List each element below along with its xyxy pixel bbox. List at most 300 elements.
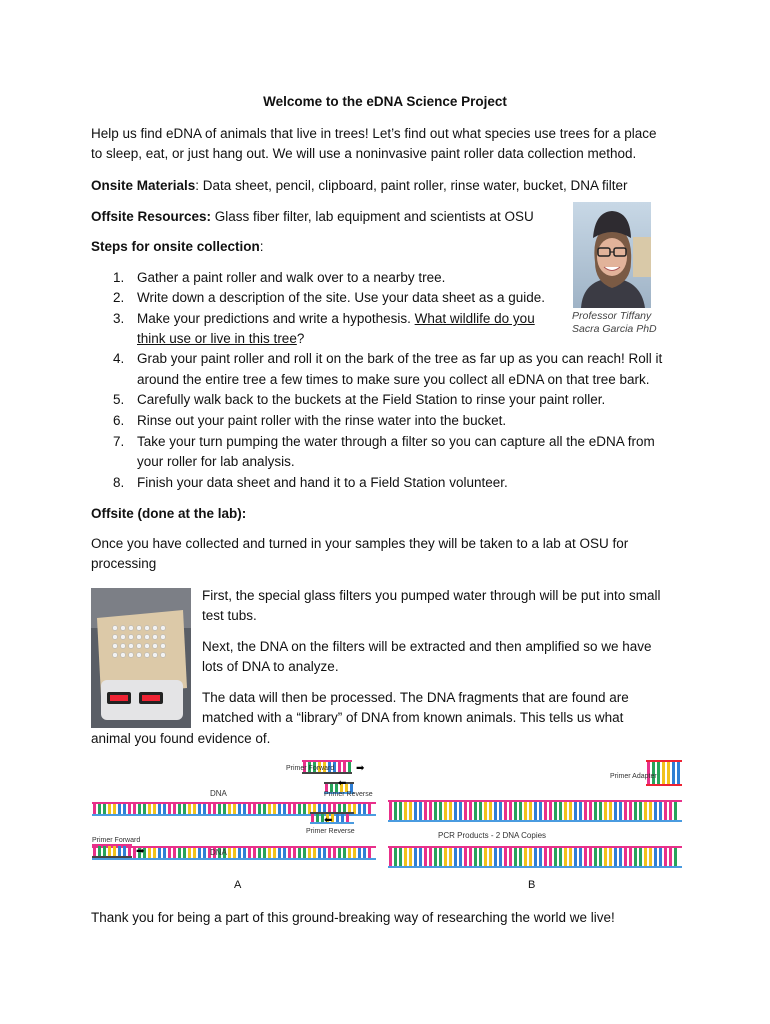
base-pair [103,846,106,856]
base-pair [311,814,314,822]
base-pair [148,848,151,858]
base-pair [654,848,657,866]
base-pair [579,848,582,866]
base-pair [599,802,602,820]
base-pair [263,848,266,858]
base-pair [113,804,116,814]
base-pair [308,848,311,858]
base-pair [662,762,665,784]
base-pair [409,848,412,866]
base-pair [624,848,627,866]
base-pair [316,814,319,822]
label-dna-top: DNA [210,789,227,798]
base-pair [98,846,101,856]
base-pair [248,804,251,814]
base-pair [549,848,552,866]
step-number: 5. [113,392,125,407]
base-pair [509,802,512,820]
hypothesis-question-part-2: think use or live in this tree [137,331,297,346]
base-pair [389,802,392,820]
lab-step-3-line-2: matched with a “library” of DNA from known animals. This tells us what [202,710,624,725]
base-pair [143,804,146,814]
base-pair [464,802,467,820]
base-pair [529,848,532,866]
base-pair [534,848,537,866]
base-pair [474,848,477,866]
base-pair [424,802,427,820]
lab-equipment-photo [91,588,191,728]
base-pair [672,762,675,784]
base-pair [343,762,346,772]
base-pair [657,762,660,784]
base-pair [539,802,542,820]
base-pair [664,848,667,866]
step-number: 8. [113,475,125,490]
base-pair [639,802,642,820]
base-pair [479,848,482,866]
offsite-resources-label: Offsite Resources: [91,209,212,224]
backbone [92,846,376,848]
step-text: Grab your paint roller and roll it on the bark of the tree as far up as you can reach! Roll it [137,351,663,366]
base-pair [609,848,612,866]
offsite-resources-text: Glass fiber filter, lab equipment and scientists at OSU [211,209,534,224]
base-pair [409,802,412,820]
base-pair [343,848,346,858]
base-pair [574,848,577,866]
base-pair [278,848,281,858]
base-pair [667,762,670,784]
base-pair [524,848,527,866]
base-pair [504,848,507,866]
base-pair [183,804,186,814]
base-pair [173,848,176,858]
base-pair [203,848,206,858]
base-pair [644,802,647,820]
base-pair [233,804,236,814]
base-pair [103,804,106,814]
lab-step-1-line-2: test tubs. [202,608,257,623]
step-text: Write down a description of the site. Use your data sheet as a guide. [137,290,545,305]
base-pair [163,848,166,858]
offsite-intro-line-2: processing [91,556,157,571]
base-pair [123,804,126,814]
base-pair [674,802,677,820]
page-title: Welcome to the eDNA Science Project [263,94,507,109]
base-pair [629,848,632,866]
base-pair [604,802,607,820]
base-pair [298,804,301,814]
base-pair [183,848,186,858]
backbone [92,858,376,860]
base-pair [253,804,256,814]
base-pair [178,804,181,814]
backbone [646,784,682,786]
step-number: 1. [113,270,125,285]
backbone [388,846,682,848]
base-pair [203,804,206,814]
base-pair [489,802,492,820]
base-pair [358,848,361,858]
base-pair [328,848,331,858]
base-pair [193,804,196,814]
base-pair [419,848,422,866]
base-pair [554,848,557,866]
base-pair [313,848,316,858]
step-3-text: Make your predictions and write a hypothesis. [137,311,415,326]
base-pair [93,846,96,856]
base-pair [404,802,407,820]
base-pair [178,848,181,858]
arrow-icon: ➡ [356,763,365,774]
base-pair [303,804,306,814]
base-pair [258,804,261,814]
base-pair [268,804,271,814]
base-pair [504,802,507,820]
base-pair [599,848,602,866]
backbone [302,772,352,774]
onsite-materials-text: : Data sheet, pencil, clipboard, paint roller, rinse water, bucket, DNA filter [195,178,628,193]
base-pair [619,802,622,820]
base-pair [198,848,201,858]
base-pair [519,848,522,866]
base-pair [404,848,407,866]
question-mark: ? [296,331,305,346]
label-dna-bottom: DNA [210,848,227,857]
base-pair [454,848,457,866]
base-pair [363,804,366,814]
base-pair [524,802,527,820]
base-pair [399,802,402,820]
steps-heading-colon: : [259,239,264,254]
base-pair [108,846,111,856]
base-pair [544,802,547,820]
base-pair [559,802,562,820]
base-pair [218,804,221,814]
lab-step-3-line-3: animal you found evidence of. [91,731,271,746]
base-pair [639,848,642,866]
label-primer-reverse-mid: Primer Reverse [306,828,355,835]
base-pair [128,804,131,814]
base-pair [188,804,191,814]
base-pair [514,848,517,866]
base-pair [118,846,121,856]
base-pair [228,848,231,858]
professor-caption-degree: Sacra Garcia PhD [572,323,657,335]
base-pair [338,762,341,772]
base-pair [589,848,592,866]
step-number: 3. [113,311,125,326]
base-pair [664,802,667,820]
base-pair [223,804,226,814]
base-pair [594,802,597,820]
base-pair [238,804,241,814]
arrow-icon: ⬅ [338,778,347,789]
base-pair [208,804,211,814]
base-pair [303,848,306,858]
label-primer-reverse-top: Primer Reverse [324,791,373,798]
base-pair [419,802,422,820]
label-primer-forward-top: Primer Forward [286,765,335,772]
base-pair [363,848,366,858]
pcr-diagram [88,756,688,892]
base-pair [449,802,452,820]
base-pair [238,848,241,858]
base-pair [559,848,562,866]
base-pair [158,848,161,858]
base-pair [153,804,156,814]
base-pair [604,848,607,866]
base-pair [394,848,397,866]
base-pair [564,848,567,866]
base-pair [474,802,477,820]
backbone [302,760,352,762]
base-pair [273,848,276,858]
base-pair [288,848,291,858]
base-pair [509,848,512,866]
backbone [92,844,132,846]
base-pair [263,804,266,814]
base-pair [489,848,492,866]
base-pair [248,848,251,858]
base-pair [424,848,427,866]
step-number: 4. [113,351,125,366]
thank-you-line: Thank you for being a part of this ground-breaking way of researching the world we live! [91,910,615,925]
base-pair [479,802,482,820]
base-pair [278,804,281,814]
base-pair [579,802,582,820]
base-pair [514,802,517,820]
base-pair [394,802,397,820]
base-pair [148,804,151,814]
base-pair [669,848,672,866]
step-text: Carefully walk back to the buckets at the Field Station to rinse your paint roller. [137,392,606,407]
base-pair [273,804,276,814]
pcr-strand-bottom [388,846,682,868]
label-primer-adapter: Primer Adapter [610,773,657,780]
backbone [388,820,682,822]
base-pair [323,848,326,858]
label-pcr-products: PCR Products - 2 DNA Copies [438,831,547,840]
offsite-heading: Offsite (done at the lab): [91,506,247,521]
base-pair [674,848,677,866]
arrow-icon: ➡ [136,846,145,857]
base-pair [444,802,447,820]
base-pair [173,804,176,814]
backbone [388,800,682,802]
base-pair [534,802,537,820]
intro-line-1: Help us find eDNA of animals that live in trees! Let’s find out what species use trees for a place [91,126,657,141]
base-pair [659,848,662,866]
base-pair [113,846,116,856]
arrow-icon: ⬅ [324,815,333,826]
base-pair [188,848,191,858]
base-pair [619,848,622,866]
base-pair [594,848,597,866]
base-pair [659,802,662,820]
step-number: 2. [113,290,125,305]
base-pair [564,802,567,820]
step-text: Take your turn pumping the water through a filter so you can capture all the eDNA from [137,434,655,449]
base-pair [133,804,136,814]
label-primer-forward-bottom: Primer Forward [92,837,141,844]
base-pair [268,848,271,858]
base-pair [108,804,111,814]
step-text [137,309,535,329]
base-pair [469,848,472,866]
base-pair [368,804,371,814]
professor-photo [573,202,651,308]
base-pair [494,802,497,820]
base-pair [283,848,286,858]
base-pair [544,848,547,866]
base-pair [649,848,652,866]
professor-caption-name: Professor Tiffany [572,310,652,322]
base-pair [198,804,201,814]
base-pair [569,848,572,866]
backbone [388,866,682,868]
base-pair [168,848,171,858]
step-text: Finish your data sheet and hand it to a Field Station volunteer. [137,475,508,490]
base-pair [93,804,96,814]
base-pair [293,848,296,858]
base-pair [288,804,291,814]
base-pair [243,848,246,858]
step-text-continued [137,329,304,349]
onsite-materials [91,176,628,196]
base-pair [353,848,356,858]
base-pair [554,802,557,820]
base-pair [569,802,572,820]
base-pair [128,846,131,856]
step-text: Gather a paint roller and walk over to a nearby tree. [137,270,446,285]
hypothesis-question-part-1: What wildlife do you [414,311,535,326]
base-pair [654,802,657,820]
base-pair [138,804,141,814]
steps-heading-label: Steps for onsite collection [91,239,260,254]
base-pair [243,804,246,814]
step-text: Rinse out your paint roller with the rinse water into the bucket. [137,413,507,428]
panel-a [92,760,376,891]
base-pair [629,802,632,820]
base-pair [549,802,552,820]
base-pair [336,814,339,822]
base-pair [298,848,301,858]
base-pair [649,802,652,820]
step-number: 6. [113,413,125,428]
base-pair [669,802,672,820]
panel-b [388,760,682,891]
base-pair [469,802,472,820]
backbone [92,802,376,804]
backbone [310,812,354,814]
base-pair [293,804,296,814]
base-pair [389,848,392,866]
base-pair [168,804,171,814]
base-pair [193,848,196,858]
base-pair [348,848,351,858]
base-pair [338,848,341,858]
base-pair [584,848,587,866]
base-pair [609,802,612,820]
base-pair [429,802,432,820]
base-pair [677,762,680,784]
base-pair [444,848,447,866]
base-pair [589,802,592,820]
base-pair [414,848,417,866]
base-pair [163,804,166,814]
base-pair [318,848,321,858]
base-pair [614,848,617,866]
base-pair [98,804,101,814]
base-pair [439,802,442,820]
base-pair [464,848,467,866]
base-pair [439,848,442,866]
base-pair [634,848,637,866]
base-pair [529,802,532,820]
base-pair [153,848,156,858]
base-pair [348,762,351,772]
base-pair [434,848,437,866]
offsite-resources [91,207,534,227]
lab-step-3-line-1: The data will then be processed. The DNA fragments that are found are [202,690,629,705]
steps-heading [91,237,264,257]
backbone [646,760,682,762]
label-panel-b: B [528,879,536,891]
base-pair [499,848,502,866]
base-pair [484,848,487,866]
base-pair [399,848,402,866]
base-pair [539,848,542,866]
backbone [92,856,132,858]
base-pair [213,804,216,814]
base-pair [574,802,577,820]
base-pair [449,848,452,866]
base-pair [233,848,236,858]
base-pair [614,802,617,820]
lab-step-2-line-2: lots of DNA to analyze. [202,659,339,674]
base-pair [519,802,522,820]
base-pair [283,804,286,814]
offsite-intro-line-1: Once you have collected and turned in your samples they will be taken to a lab at OSU for [91,536,629,551]
lab-step-2-line-1: Next, the DNA on the filters will be extracted and then amplified so we have [202,639,652,654]
base-pair [434,802,437,820]
base-pair [454,802,457,820]
onsite-materials-label: Onsite Materials [91,178,196,193]
base-pair [368,848,371,858]
base-pair [258,848,261,858]
base-pair [499,802,502,820]
step-text-continued: around the entire tree a few times to make sure you collect all eDNA on that tree bark. [137,372,650,387]
base-pair [624,802,627,820]
base-pair [634,802,637,820]
base-pair [584,802,587,820]
dna-strand-bottom [92,846,376,860]
base-pair [644,848,647,866]
base-pair [228,804,231,814]
base-pair [341,814,344,822]
base-pair [459,802,462,820]
base-pair [346,814,349,822]
lab-step-1-line-1: First, the special glass filters you pumped water through will be put into small [202,588,661,603]
base-pair [358,804,361,814]
pcr-strand-top [388,800,682,822]
step-number: 7. [113,434,125,449]
base-pair [494,848,497,866]
step-text-continued: your roller for lab analysis. [137,454,295,469]
base-pair [253,848,256,858]
base-pair [333,848,336,858]
base-pair [459,848,462,866]
